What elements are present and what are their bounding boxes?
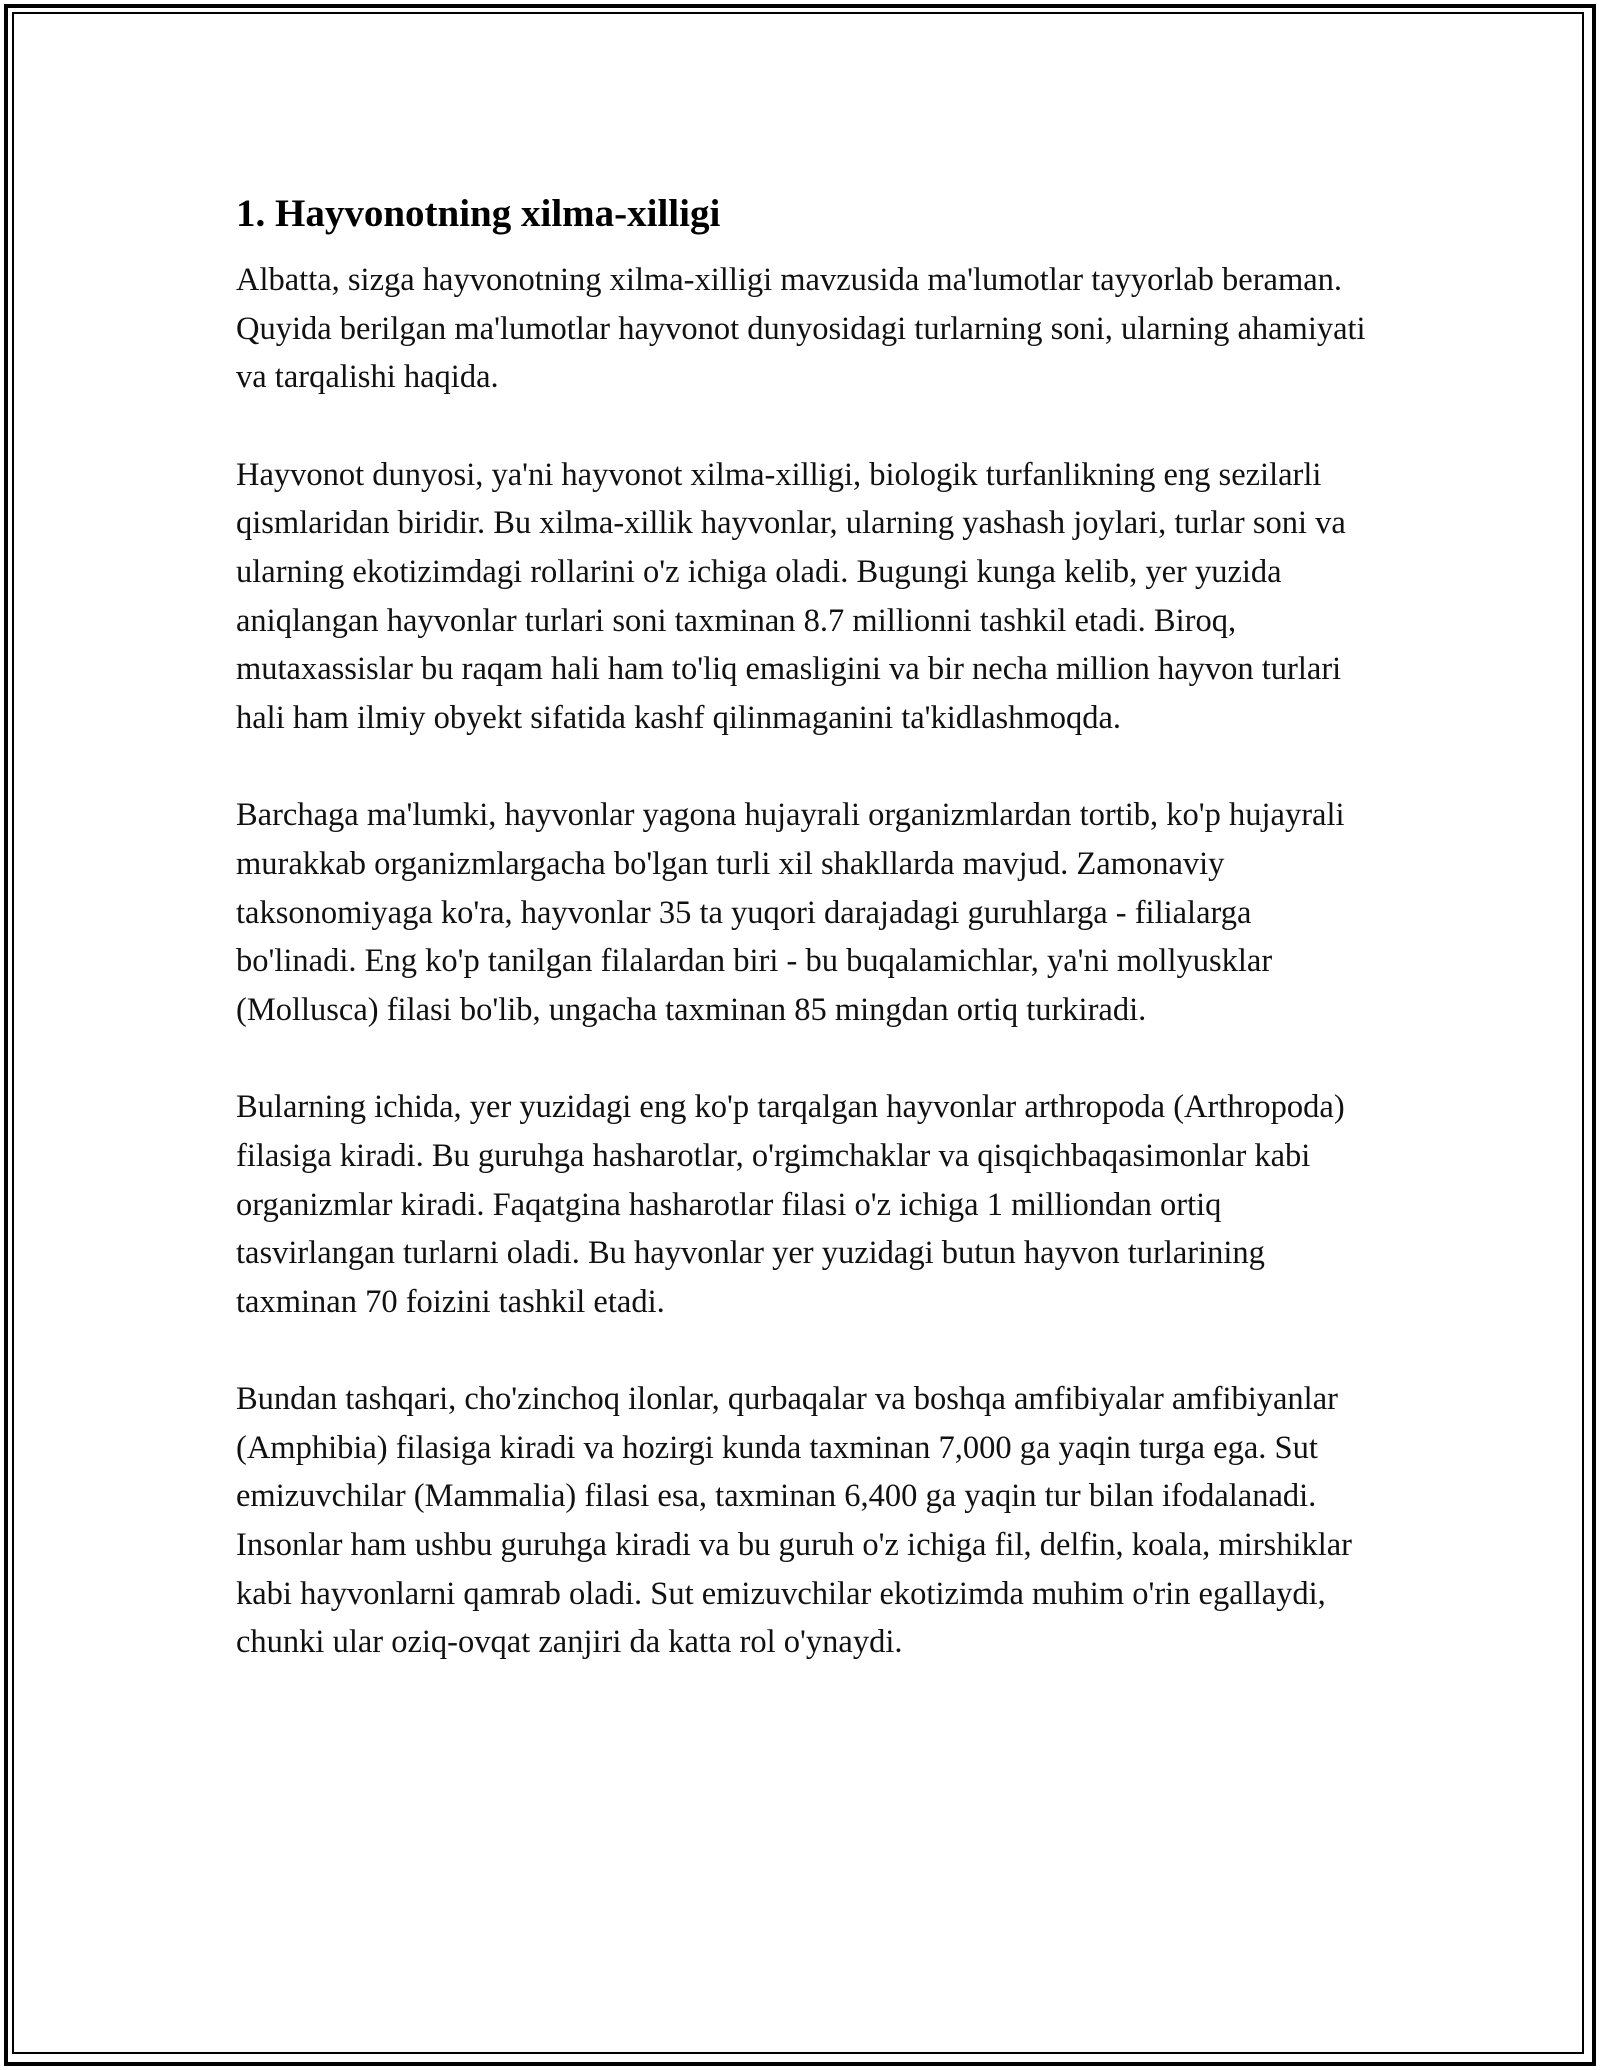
section-title: 1. Hayvonotning xilma-xilligi (236, 192, 721, 235)
paragraph-intro: Albatta, sizga hayvonotning xilma-xilligi mavzusida ma'lumotlar tayyorlab beraman. Quyida berilgan ma'lumotlar hayvonot dunyosidagi turlarning soni, ularning ahamiyati va tarqalishi haqida. (236, 262, 1366, 396)
document-body (236, 188, 1366, 1716)
paragraph-taxonomy: Barchaga ma'lumki, hayvonlar yagona hujayrali organizmlardan tortib, ko'p hujayrali murakkab organizmlargacha bo'lgan turli xil shakllarda mavjud. Zamonaviy taksonomiyaga ko'ra, hayvonlar 35 ta yuqori darajadagi guruhlarga - filialarga bo'linadi. Eng ko'p tanilgan filalardan biri - bu buqalamichlar, ya'ni mollyusklar (Mollusca) filasi bo'lib, ungacha taxminan 85 mingdan ortiq turkiradi. (236, 797, 1345, 1028)
paragraph-amphibia-mammalia: Bundan tashqari, cho'zinchoq ilonlar, qurbaqalar va boshqa amfibiyalar amfibiyanlar (Amphibia) filasiga kiradi va hozirgi kunda taxminan 7,000 ga yaqin turga ega. Sut emizuvchilar (Mammalia) filasi esa, taxminan 6,400 ga yaqin tur bilan ifodalanadi. Insonlar ham ushbu guruhga kiradi va bu guruh o'z ichiga fil, delfin, koala, mirshiklar kabi hayvonlarni qamrab oladi. Sut emizuvchilar ekotizimda muhim o'rin egallaydi, chunki ular oziq-ovqat zanjiri da katta rol o'ynaydi. (236, 1381, 1352, 1661)
paragraph-arthropoda: Bularning ichida, yer yuzidagi eng ko'p tarqalgan hayvonlar arthropoda (Arthropoda) filasiga kiradi. Bu guruhga hasharotlar, o'rgimchaklar va qisqichbaqasimonlar kabi organizmlar kiradi. Faqatgina hasharotlar filasi o'z ichiga 1 milliondan ortiq tasvirlangan turlarni oladi. Bu hayvonlar yer yuzidagi butun hayvon turlarining taxminan 70 foizini tashkil etadi. (236, 1089, 1345, 1320)
paragraph-animal-world: Hayvonot dunyosi, ya'ni hayvonot xilma-xilligi, biologik turfanlikning eng sezilarli qismlaridan biridir. Bu xilma-xillik hayvonlar, ularning yashash joylari, turlar soni va ularning ekotizimdagi rollarini o'z ichiga oladi. Bugungi kunga kelib, yer yuzida aniqlangan hayvonlar turlari soni taxminan 8.7 millionni tashkil etadi. Biroq, mutaxassislar bu raqam hali ham to'liq emasligini va bir necha million hayvon turlari hali ham ilmiy obyekt sifatida kashf qilinmaganini ta'kidlashmoqda. (236, 456, 1346, 736)
